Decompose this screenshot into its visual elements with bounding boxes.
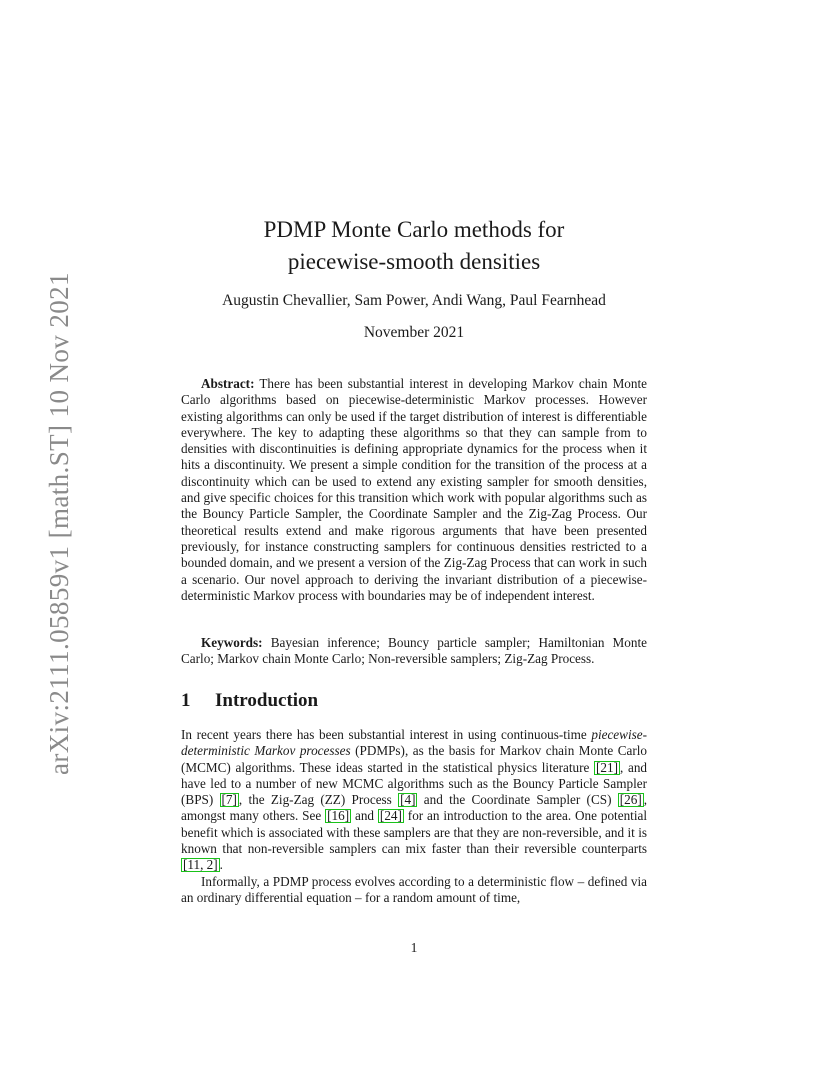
intro-text: In recent years there has been substantial interest in using continuous-time xyxy=(181,727,587,742)
citation-link[interactable]: [11, 2] xyxy=(183,857,218,873)
section-title: Introduction xyxy=(215,690,319,711)
citation-link[interactable]: [21] xyxy=(596,759,618,775)
intro-text: , amongst many others. See xyxy=(181,792,648,824)
intro-text: . xyxy=(219,857,223,873)
intro-paragraph-2: Informally, a PDMP process evolves according to a deterministic flow – defined via an ordinary differential equation – for a random amount of time, xyxy=(181,873,647,905)
intro-text: and xyxy=(354,808,375,824)
citation-link[interactable]: [16] xyxy=(327,808,350,824)
publication-date: November 2021 xyxy=(363,324,465,341)
abstract xyxy=(181,376,647,604)
page-number: 1 xyxy=(410,940,418,955)
title-line-1: PDMP Monte Carlo methods for xyxy=(263,217,565,242)
citation-link[interactable]: [26] xyxy=(619,792,642,808)
citation-link[interactable]: [4] xyxy=(400,792,416,808)
keywords xyxy=(181,635,647,668)
keywords-text: Bayesian inference; Bouncy particle sampler; Hamiltonian Monte Carlo; Markov chain Monte Carlo; Non-reversible samplers; Zig-Zag Process. xyxy=(181,635,647,667)
title-line-2: piecewise-smooth densities xyxy=(287,249,541,274)
introduction-body xyxy=(181,727,647,906)
keywords-label: Keywords: xyxy=(201,635,263,650)
abstract-text: There has been substantial interest in developing Markov chain Monte Carlo algorithms based on piecewise-deterministic Markov processes. However existing algorithms can only be used if the target distribution of interest is differentiable everywhere. The key to adapting these algorithms so that they can sample from to densities with discontinuities is defining appropriate dynamics for the process when it hits a discontinuity. We present a simple condition for the transition of the process at a discontinuity which can be used to extend any existing sampler for smooth densities, and give specific choices for this transition which work with popular algorithms such as the Bouncy Particle Sampler, the Coordinate Sampler and the Zig-Zag Process. Our theoretical results extend and make rigorous arguments that have been presented previously, for instance constructing samplers for continuous densities restricted to a bounded domain, and we present a version of the Zig-Zag Process that can work in such a scenario. Our novel approach to deriving the invariant distribution of a piecewise-deterministic Markov process with boundaries may be of independent interest. xyxy=(181,376,647,603)
citation-link[interactable]: [7] xyxy=(221,792,237,808)
intro-text: , the Zig-Zag (ZZ) Process xyxy=(238,792,392,808)
intro-text: for an introduction to the area. One potential benefit which is associated with these samplers are that they are non-reversible, and it is known that non-reversible samplers can mix faster than their reversible counterparts xyxy=(181,808,648,857)
intro-emphasis: piecewise-deterministic Markov processes xyxy=(181,727,647,759)
section-heading-introduction xyxy=(181,690,318,712)
paper-title xyxy=(0,214,828,278)
author-list: Augustin Chevallier, Sam Power, Andi Wang, Paul Fearnhead xyxy=(222,292,606,309)
section-number: 1 xyxy=(181,690,191,711)
intro-text: (PDMPs), as the basis for Markov chain Monte Carlo (MCMC) algorithms. These ideas started in the statistical physics literature xyxy=(181,743,647,775)
citation-link[interactable]: [24] xyxy=(379,808,402,824)
arxiv-identifier-stamp: arXiv:2111.05859v1 [math.ST] 10 Nov 2021 xyxy=(44,272,74,775)
intro-text: , and have led to a number of new MCMC algorithms such as the Bouncy Particle Sampler (BPS) xyxy=(181,759,648,808)
intro-text: and the Coordinate Sampler (CS) xyxy=(423,792,612,808)
abstract-label: Abstract: xyxy=(201,376,255,391)
intro-paragraph-1 xyxy=(181,727,647,874)
